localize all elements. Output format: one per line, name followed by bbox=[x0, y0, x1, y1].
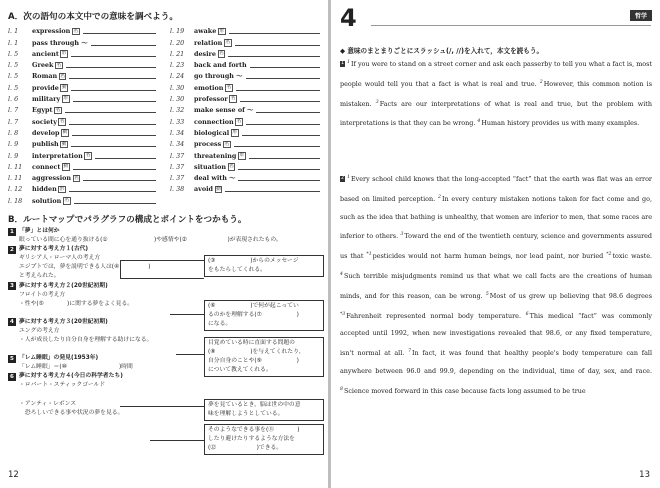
vocab-word: process bbox=[194, 140, 222, 149]
route-step-2-heading: 2 夢に対する考え方１(古代) bbox=[8, 245, 326, 254]
answer-blank[interactable] bbox=[74, 203, 156, 204]
vocab-item bbox=[8, 80, 158, 91]
part-of-speech-badge: 形 bbox=[219, 28, 224, 34]
part-of-speech-badge: 名 bbox=[225, 40, 230, 45]
vocab-word: hidden bbox=[32, 185, 57, 194]
part-of-speech-badge: 動 bbox=[61, 141, 67, 147]
vocab-word: provide bbox=[32, 83, 59, 92]
connector-line bbox=[150, 440, 204, 441]
vocab-line-ref: l. 19 bbox=[170, 27, 185, 36]
sentence-number: 3 bbox=[375, 99, 379, 105]
part-of-speech-badge: 名 bbox=[219, 51, 224, 57]
part-of-speech-badge: 名 bbox=[226, 85, 232, 91]
vocab-line-ref: l. 5 bbox=[8, 61, 19, 70]
vocab-item bbox=[170, 103, 322, 114]
vocab-word: connection bbox=[194, 117, 234, 126]
step-number-2: 2 bbox=[8, 246, 16, 254]
vocab-word: connect bbox=[32, 162, 61, 171]
route-step-3-heading: 3 夢に対する考え方２(20世紀初期) bbox=[8, 282, 326, 291]
answer-blank[interactable] bbox=[66, 67, 156, 68]
part-of-speech-badge: 名 bbox=[73, 28, 79, 34]
vocab-item bbox=[170, 35, 322, 46]
part-of-speech-badge: 名 bbox=[230, 96, 236, 102]
left-page bbox=[0, 0, 328, 488]
connector-line bbox=[120, 260, 121, 278]
part-of-speech-badge: 動 bbox=[62, 130, 68, 136]
sentence-text: This medical “fact” was commonly accepted until 1992, when new investigations revealed that 98.6, or any fixed temperature, isn't normal at all. bbox=[340, 311, 652, 358]
vocab-line-ref: l. 34 bbox=[170, 128, 185, 137]
part-of-speech-badge: 動 bbox=[63, 164, 69, 170]
answer-blank[interactable] bbox=[71, 90, 156, 91]
route-step-6-line-b: ・アンティ・レボンス bbox=[19, 400, 77, 407]
answer-blank[interactable] bbox=[71, 56, 156, 57]
step-number-3: 3 bbox=[8, 282, 16, 290]
route-step-3-line-a: フロイトの考え方 bbox=[19, 291, 66, 298]
vocab-word: ancient bbox=[32, 49, 59, 58]
part-of-speech-badge: 名 bbox=[60, 73, 65, 79]
footnote-marker: *2 bbox=[606, 252, 612, 258]
vocab-word: go through 〜 bbox=[194, 72, 243, 81]
vocab-line-ref: l. 1 bbox=[8, 38, 19, 47]
vocab-line-ref: l. 30 bbox=[170, 83, 185, 92]
answer-blank[interactable] bbox=[246, 124, 320, 125]
answer-blank[interactable] bbox=[242, 135, 320, 136]
part-of-speech-badge: 名 bbox=[85, 152, 91, 158]
part-of-speech-badge: 名 bbox=[60, 119, 65, 125]
step-number-1: 1 bbox=[8, 228, 16, 236]
vocab-word: expression bbox=[32, 27, 71, 36]
vocab-word: pass through 〜 bbox=[32, 38, 88, 47]
vocab-word: situation bbox=[194, 162, 227, 171]
part-of-speech-badge: 形 bbox=[59, 186, 65, 192]
vocab-line-ref: l. 37 bbox=[170, 151, 185, 160]
vocab-line-ref: l. 34 bbox=[170, 140, 185, 149]
sentence-number: 8 bbox=[340, 386, 343, 392]
route-step-2-line-c: と考えられた。 bbox=[19, 273, 60, 280]
vocab-word: avoid bbox=[194, 185, 214, 194]
vocab-line-ref: l. 12 bbox=[8, 185, 23, 194]
answer-blank[interactable] bbox=[235, 45, 320, 46]
part-of-speech-badge: 名 bbox=[56, 62, 62, 68]
answer-blank[interactable] bbox=[73, 169, 156, 170]
vocab-word: military bbox=[32, 95, 61, 104]
part-of-speech-badge: 動 bbox=[61, 85, 67, 91]
vocab-line-ref: l. 38 bbox=[170, 185, 185, 194]
vocab-word: Egypt bbox=[32, 106, 53, 115]
part-of-speech-badge: 名 bbox=[236, 119, 242, 125]
answer-blank[interactable] bbox=[83, 33, 156, 34]
vocab-word: solution bbox=[32, 196, 62, 205]
sentence-number: 4 bbox=[340, 271, 343, 277]
part-of-speech-badge: 名 bbox=[229, 164, 234, 170]
sentence-text: However, this common notion is mistaken. bbox=[340, 79, 652, 108]
route-step-4-line-a: ユングの考え方 bbox=[19, 327, 60, 334]
vocab-word: society bbox=[32, 117, 57, 126]
step-number-6: 6 bbox=[8, 373, 16, 381]
vocab-item bbox=[8, 24, 158, 35]
sentence-text: Toward the end of the twentieth century, science and governments assured us that $^{*1}$pesticides would not harm human beings, nor lead paint, nor buried $^{*2}$toxic waste. bbox=[340, 232, 653, 261]
vocab-word: interpretation bbox=[32, 151, 83, 160]
vocab-word: make sense of 〜 bbox=[194, 106, 254, 115]
answer-blank[interactable] bbox=[225, 191, 320, 192]
vocab-item bbox=[8, 69, 158, 80]
footnote-marker: *3 bbox=[340, 311, 346, 317]
step-number-5: 5 bbox=[8, 355, 16, 363]
vocab-word: Roman bbox=[32, 72, 58, 81]
vocab-word: publish bbox=[32, 140, 59, 149]
sentence-text: Facts are our interpretations of what is real and true, but the problem with interpretations is that they can be wrong. bbox=[340, 99, 652, 128]
sentence-text: Such terrible misjudgments remind us that what we call facts are the creations of human minds, and for this reason, can be wrong. bbox=[340, 271, 652, 300]
connector-line bbox=[120, 260, 204, 261]
vocab-item bbox=[170, 24, 322, 35]
vocab-list-column-1 bbox=[8, 24, 158, 205]
answer-blank[interactable] bbox=[240, 101, 320, 102]
sentence-number: 3 bbox=[400, 232, 404, 238]
answer-blank[interactable] bbox=[249, 158, 320, 159]
vocab-item bbox=[170, 126, 322, 137]
chapter-number: 4 bbox=[340, 4, 357, 32]
vocab-word: awake bbox=[194, 27, 217, 36]
vocab-line-ref: l. 6 bbox=[8, 95, 19, 104]
part-of-speech-badge: 名 bbox=[64, 198, 69, 204]
connector-line bbox=[170, 314, 204, 315]
paragraph-number: 1 bbox=[341, 61, 345, 66]
paragraph-1 bbox=[340, 54, 652, 133]
answer-blank[interactable] bbox=[69, 78, 156, 79]
sentence-text: In fact, it was found that healthy people's body temperature can fall anywhere between 96.0 and 99.9, depending on the individual, time of day, sex, and race. bbox=[340, 349, 652, 375]
vocab-item bbox=[170, 148, 322, 159]
answer-blank[interactable] bbox=[65, 112, 156, 113]
answer-blank[interactable] bbox=[69, 191, 156, 192]
vocab-item bbox=[170, 80, 322, 91]
sentence-text: Science moved forward in this case because facts long assumed to be true bbox=[343, 386, 586, 395]
answer-box-step-3: (⑥ )で何が起こってい るのかを理解する(⑦ ) になる。 bbox=[204, 300, 324, 331]
connector-line bbox=[176, 354, 204, 355]
answer-box-step-6a: 夢を見ているとき，脳は世の中の意 味を理解しようとしている。 bbox=[204, 399, 324, 421]
vocab-item bbox=[8, 92, 158, 103]
vocab-item bbox=[8, 193, 158, 204]
vocab-line-ref: l. 5 bbox=[8, 72, 19, 81]
section-a-title: A．次の語句の本文中での意味を調べよう。 bbox=[8, 12, 178, 22]
connector-line bbox=[120, 278, 204, 279]
vocab-item bbox=[170, 171, 322, 182]
vocab-item bbox=[8, 114, 158, 125]
vocab-item bbox=[170, 160, 322, 171]
answer-blank[interactable] bbox=[228, 56, 320, 57]
sentence-text: If you were to stand on a street corner and ask each passerby to tell you what a fact is, most people would tell you that a fact is what is real and true. bbox=[340, 60, 652, 88]
answer-blank[interactable] bbox=[250, 67, 320, 68]
footnote-marker: *1 bbox=[366, 252, 372, 258]
vocab-item bbox=[170, 58, 322, 69]
connector-line bbox=[120, 406, 204, 407]
part-of-speech-badge: 名 bbox=[74, 175, 79, 181]
vocab-item bbox=[8, 160, 158, 171]
route-step-4-line-b: ・人が成長したり自分自身を理解する助けになる。 bbox=[19, 337, 153, 344]
answer-box-step-4: 目覚めている時に直面する問題の (⑧ )を与えてくれたり， 自分自身のことや(⑨ ) について教えてくれる。 bbox=[204, 337, 324, 377]
vocab-line-ref: l. 5 bbox=[8, 49, 19, 58]
vocab-word: biological bbox=[194, 128, 230, 137]
vocab-item bbox=[170, 47, 322, 58]
vocab-word: relation bbox=[194, 38, 223, 47]
vocab-item bbox=[8, 103, 158, 114]
answer-blank[interactable] bbox=[238, 169, 320, 170]
vocab-item bbox=[170, 92, 322, 103]
vocab-word: desire bbox=[194, 49, 216, 58]
route-step-1-heading: 1 「夢」とは何か bbox=[8, 227, 326, 236]
vocab-word: professor bbox=[194, 95, 228, 104]
vocab-item bbox=[8, 126, 158, 137]
sentence-text: Human history provides us with many examples. bbox=[481, 119, 640, 128]
sentence-number: 2 bbox=[539, 79, 543, 85]
vocab-item bbox=[170, 137, 322, 148]
sentence-text: Most of us grew up believing that 98.6 degrees $^{*3}$Fahrenheit represented normal body temperature. bbox=[340, 291, 652, 320]
answer-blank[interactable] bbox=[95, 158, 156, 159]
answer-blank[interactable] bbox=[69, 124, 156, 125]
vocab-line-ref: l. 11 bbox=[8, 174, 23, 183]
route-step-2-line-a: ギリシア人・ローマ人の考え方 bbox=[19, 255, 101, 262]
vocab-line-ref: l. 7 bbox=[8, 106, 19, 115]
sentence-number: 6 bbox=[525, 311, 529, 317]
step-number-4: 4 bbox=[8, 318, 16, 326]
answer-box-step-6b: そのようなできる事を(⑪ ) したり避けたりするような方法を (⑫ )できる。 bbox=[204, 424, 324, 455]
vocab-item bbox=[8, 47, 158, 58]
answer-box-step-2: (③ )からのメッセージ をもたらしてくれる。 bbox=[204, 255, 324, 277]
answer-blank[interactable] bbox=[73, 101, 156, 102]
route-step-2-line-b: エジプトでは，夢を説明できる人は(④ ) bbox=[19, 264, 151, 271]
vocab-item bbox=[8, 35, 158, 46]
route-step-1-line: 眠っている間に心を通り抜ける(① )や感情や(② )が表現されたもの。 bbox=[19, 237, 282, 244]
part-of-speech-badge: 形 bbox=[61, 51, 67, 57]
part-of-speech-badge: 動 bbox=[216, 186, 221, 192]
vocab-list-column-2 bbox=[170, 24, 322, 193]
vocab-item bbox=[170, 69, 322, 80]
sentence-text: In every century mistaken notions taken for fact come and go, such as the idea that bathing is unhealthy, that women are inferior to men, that some races are inferior to others. bbox=[340, 194, 652, 241]
part-of-speech-badge: 形 bbox=[232, 130, 237, 136]
vocab-line-ref: l. 32 bbox=[170, 106, 185, 115]
sentence-number: 5 bbox=[485, 291, 489, 297]
vocab-word: emotion bbox=[194, 83, 224, 92]
vocab-line-ref: l. 20 bbox=[170, 38, 185, 47]
sentence-number: 1 bbox=[347, 175, 350, 180]
vocab-line-ref: l. 37 bbox=[170, 174, 185, 183]
vocab-item bbox=[8, 182, 158, 193]
reading-instruction: ◆ 意味のまとまりごとにスラッシュ(/, //)を入れて，本文を読もう。 bbox=[340, 47, 544, 55]
answer-blank[interactable] bbox=[236, 90, 320, 91]
answer-blank[interactable] bbox=[72, 135, 156, 136]
vocab-item bbox=[8, 148, 158, 159]
vocab-item bbox=[8, 171, 158, 182]
route-step-3-line-b: ・性や(⑤ )に関する夢をよく見る。 bbox=[19, 300, 134, 307]
route-step-5-heading: 5 「レム睡眠」の発見(1953年) bbox=[8, 354, 326, 363]
paragraph-2 bbox=[340, 169, 652, 401]
answer-blank[interactable] bbox=[71, 146, 156, 147]
vocab-line-ref: l. 8 bbox=[8, 128, 19, 137]
vocab-word: threatening bbox=[194, 151, 237, 160]
sentence-number: 7 bbox=[408, 349, 412, 355]
answer-blank[interactable] bbox=[91, 45, 156, 46]
vocab-line-ref: l. 33 bbox=[170, 117, 185, 126]
right-page bbox=[331, 0, 660, 488]
sentence-number: 4 bbox=[477, 119, 481, 125]
vocab-line-ref: l. 23 bbox=[170, 61, 185, 70]
sentence-number: 2 bbox=[438, 194, 441, 200]
answer-blank[interactable] bbox=[256, 112, 320, 113]
vocab-word: develop bbox=[32, 128, 60, 137]
route-step-5-line: 「レム睡眠」＝(⑩ )時間 bbox=[19, 364, 133, 371]
vocab-line-ref: l. 18 bbox=[8, 196, 23, 205]
vocab-line-ref: l. 9 bbox=[8, 140, 19, 149]
vocab-line-ref: l. 11 bbox=[8, 162, 23, 171]
vocab-line-ref: l. 30 bbox=[170, 95, 185, 104]
route-step-6-line-a: ・ロバート・スティックゴールド bbox=[19, 382, 106, 389]
vocab-line-ref: l. 9 bbox=[8, 151, 19, 160]
part-of-speech-badge: 形 bbox=[239, 152, 245, 158]
vocab-line-ref: l. 7 bbox=[8, 117, 19, 126]
page-number-right: 13 bbox=[639, 470, 650, 480]
section-b-title: B．ルートマップでパラグラフの構成とポイントをつかもう。 bbox=[8, 215, 247, 225]
part-of-speech-badge: 名 bbox=[55, 107, 61, 113]
vocab-line-ref: l. 37 bbox=[170, 162, 185, 171]
paragraph-number: 2 bbox=[341, 176, 345, 181]
sentence-number: 1 bbox=[347, 60, 350, 65]
vocab-item bbox=[8, 58, 158, 69]
answer-blank[interactable] bbox=[246, 78, 320, 79]
vocab-word: deal with 〜 bbox=[194, 174, 236, 183]
answer-blank[interactable] bbox=[234, 146, 320, 147]
part-of-speech-badge: 形 bbox=[63, 96, 68, 102]
part-of-speech-badge: 名 bbox=[224, 141, 229, 147]
vocab-line-ref: l. 1 bbox=[8, 27, 19, 36]
chapter-rule bbox=[371, 25, 651, 26]
vocab-item bbox=[170, 182, 322, 193]
route-step-6-line-c: 恐ろしいできる事や状況の夢を見る。 bbox=[19, 409, 124, 416]
vocab-line-ref: l. 21 bbox=[170, 49, 185, 58]
vocab-item bbox=[8, 137, 158, 148]
subject-tag: 哲学 bbox=[630, 10, 652, 21]
answer-blank[interactable] bbox=[238, 180, 320, 181]
sentence-text: Every school child knows that the long-accepted “fact” that the earth was flat was an error based on limited perception. bbox=[340, 175, 652, 203]
route-step-4-heading: 4 夢に対する考え方３(20世紀初期) bbox=[8, 318, 326, 327]
vocab-word: aggression bbox=[32, 174, 72, 183]
answer-blank[interactable] bbox=[83, 180, 156, 181]
page-number-left: 12 bbox=[8, 470, 19, 480]
route-step-6-heading: 6 夢に対する考え方４(今日の科学者たち) bbox=[8, 372, 326, 381]
answer-blank[interactable] bbox=[229, 33, 320, 34]
vocab-word: back and forth bbox=[194, 61, 247, 70]
vocab-line-ref: l. 24 bbox=[170, 72, 185, 81]
vocab-word: Greek bbox=[32, 61, 54, 70]
vocab-item bbox=[170, 114, 322, 125]
vocab-line-ref: l. 5 bbox=[8, 83, 19, 92]
